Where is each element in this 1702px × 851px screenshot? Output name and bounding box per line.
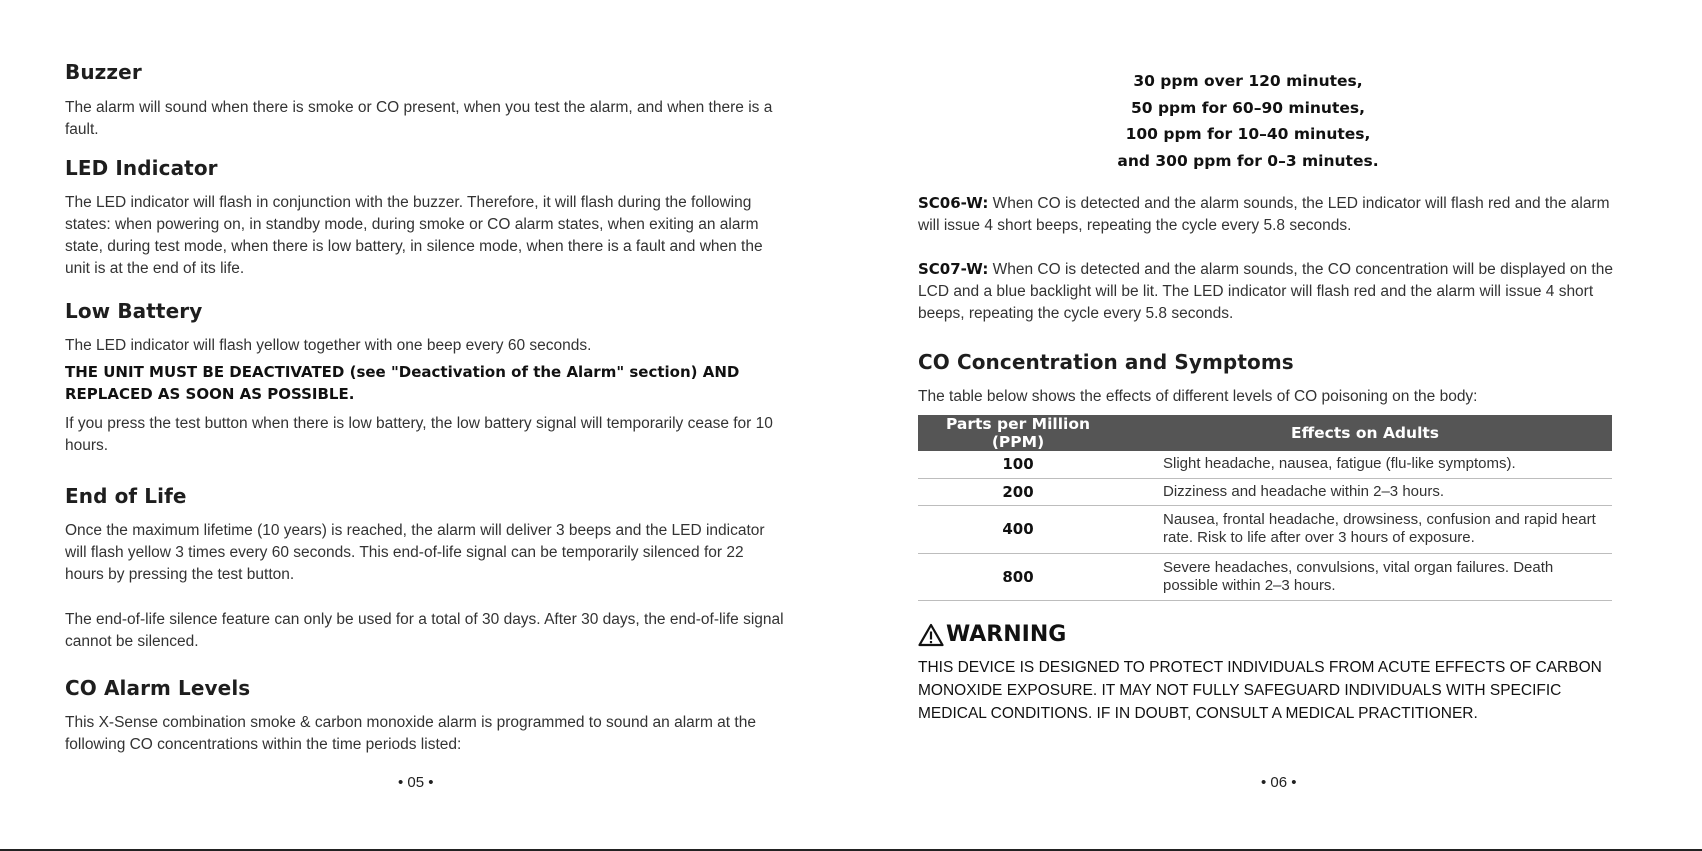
ppm-line: 50 ppm for 60–90 minutes, [1131, 98, 1365, 117]
ppm-cell: 800 [918, 553, 1118, 600]
sc07-text: When CO is detected and the alarm sounds, the CO concentration will be displayed on the LCD and a blue backlight will be lit. The LED indicator will flash red and the alarm will issue 4 short beeps, repeating the cycle every 5.8 seconds. [918, 261, 1613, 322]
warning-triangle-icon [918, 623, 944, 647]
warning-heading [918, 622, 1066, 647]
warning-title: WARNING [946, 622, 1067, 647]
table-row [918, 451, 1612, 478]
co-symptoms-heading: CO Concentration and Symptoms [918, 350, 1294, 374]
warning-text: THIS DEVICE IS DESIGNED TO PROTECT INDIVIDUALS FROM ACUTE EFFECTS OF CARBON MONOXIDE EXPOSURE. IT MAY NOT FULLY SAFEGUARD INDIVIDUALS WITH SPECIFIC MEDICAL CONDITIONS. IF IN DOUBT, CONSULT A MEDICAL PRACTITIONER. [918, 659, 1602, 722]
effects-column-header: Effects on Adults [1118, 415, 1612, 451]
table-row [918, 505, 1612, 553]
effect-cell: Dizziness and headache within 2–3 hours. [1118, 478, 1612, 505]
table-header-row [918, 415, 1612, 451]
end-of-life-text: Once the maximum lifetime (10 years) is reached, the alarm will deliver 3 beeps and the LED indicator will flash yellow 3 times every 60 seconds. This end-of-life signal can be temporarily silenced for 22 hours by pressing the test button. [65, 522, 765, 583]
co-ppm-list [918, 68, 1578, 174]
page-number: • 06 • [1261, 774, 1297, 791]
effect-cell: Severe headaches, convulsions, vital organ failures. Death possible within 2–3 hours. [1118, 553, 1612, 600]
low-battery-warning: THE UNIT MUST BE DEACTIVATED (see "Deactivation of the Alarm" section) AND REPLACED AS SOON AS POSSIBLE. [65, 363, 740, 403]
buzzer-heading: Buzzer [65, 60, 142, 84]
table-row [918, 553, 1612, 600]
ppm-line: 30 ppm over 120 minutes, [1133, 72, 1363, 90]
effect-cell: Nausea, frontal headache, drowsiness, confusion and rapid heart rate. Risk to life after over 3 hours of exposure. [1118, 505, 1612, 553]
sc06-paragraph [918, 192, 1618, 237]
co-symptoms-intro: The table below shows the effects of different levels of CO poisoning on the body: [918, 388, 1478, 405]
ppm-cell: 100 [918, 451, 1118, 478]
led-indicator-heading: LED Indicator [65, 156, 218, 180]
buzzer-text: The alarm will sound when there is smoke or CO present, when you test the alarm, and when there is a fault. [65, 99, 773, 138]
ppm-column-header: Parts per Million (PPM) [918, 415, 1118, 451]
low-battery-text: The LED indicator will flash yellow together with one beep every 60 seconds. [65, 337, 592, 354]
low-battery-heading: Low Battery [65, 299, 203, 323]
sc07-paragraph [918, 258, 1618, 325]
co-alarm-levels-heading: CO Alarm Levels [65, 676, 251, 700]
co-symptoms-table [918, 415, 1612, 601]
sc06-text: When CO is detected and the alarm sounds, the LED indicator will flash red and the alarm will issue 4 short beeps, repeating the cycle every 5.8 seconds. [918, 195, 1610, 234]
ppm-cell: 200 [918, 478, 1118, 505]
sc07-label: SC07-W: [918, 260, 989, 278]
ppm-line: and 300 ppm for 0–3 minutes. [1117, 151, 1379, 170]
sc06-label: SC06-W: [918, 194, 989, 212]
end-of-life-heading: End of Life [65, 484, 187, 508]
ppm-cell: 400 [918, 505, 1118, 553]
led-indicator-text: The LED indicator will flash in conjunction with the buzzer. Therefore, it will flash during the following states: when powering on, in standby mode, during smoke or CO alarm states, when exiting an alarm state, during test mode, when there is low battery, in silence mode, when there is a fault and when the unit is at the end of its life. [65, 194, 763, 277]
effect-cell: Slight headache, nausea, fatigue (flu-like symptoms). [1118, 451, 1612, 478]
co-alarm-levels-text: This X-Sense combination smoke & carbon monoxide alarm is programmed to sound an alarm at the following CO concentrations within the time periods listed: [65, 714, 756, 753]
low-battery-silence-text: If you press the test button when there is low battery, the low battery signal will temporarily cease for 10 hours. [65, 415, 773, 454]
end-of-life-silence-text: The end-of-life silence feature can only be used for a total of 30 days. After 30 days, the end-of-life signal cannot be silenced. [65, 611, 784, 650]
page-number: • 05 • [398, 774, 434, 791]
table-row [918, 478, 1612, 505]
ppm-line: 100 ppm for 10–40 minutes, [1125, 125, 1371, 143]
